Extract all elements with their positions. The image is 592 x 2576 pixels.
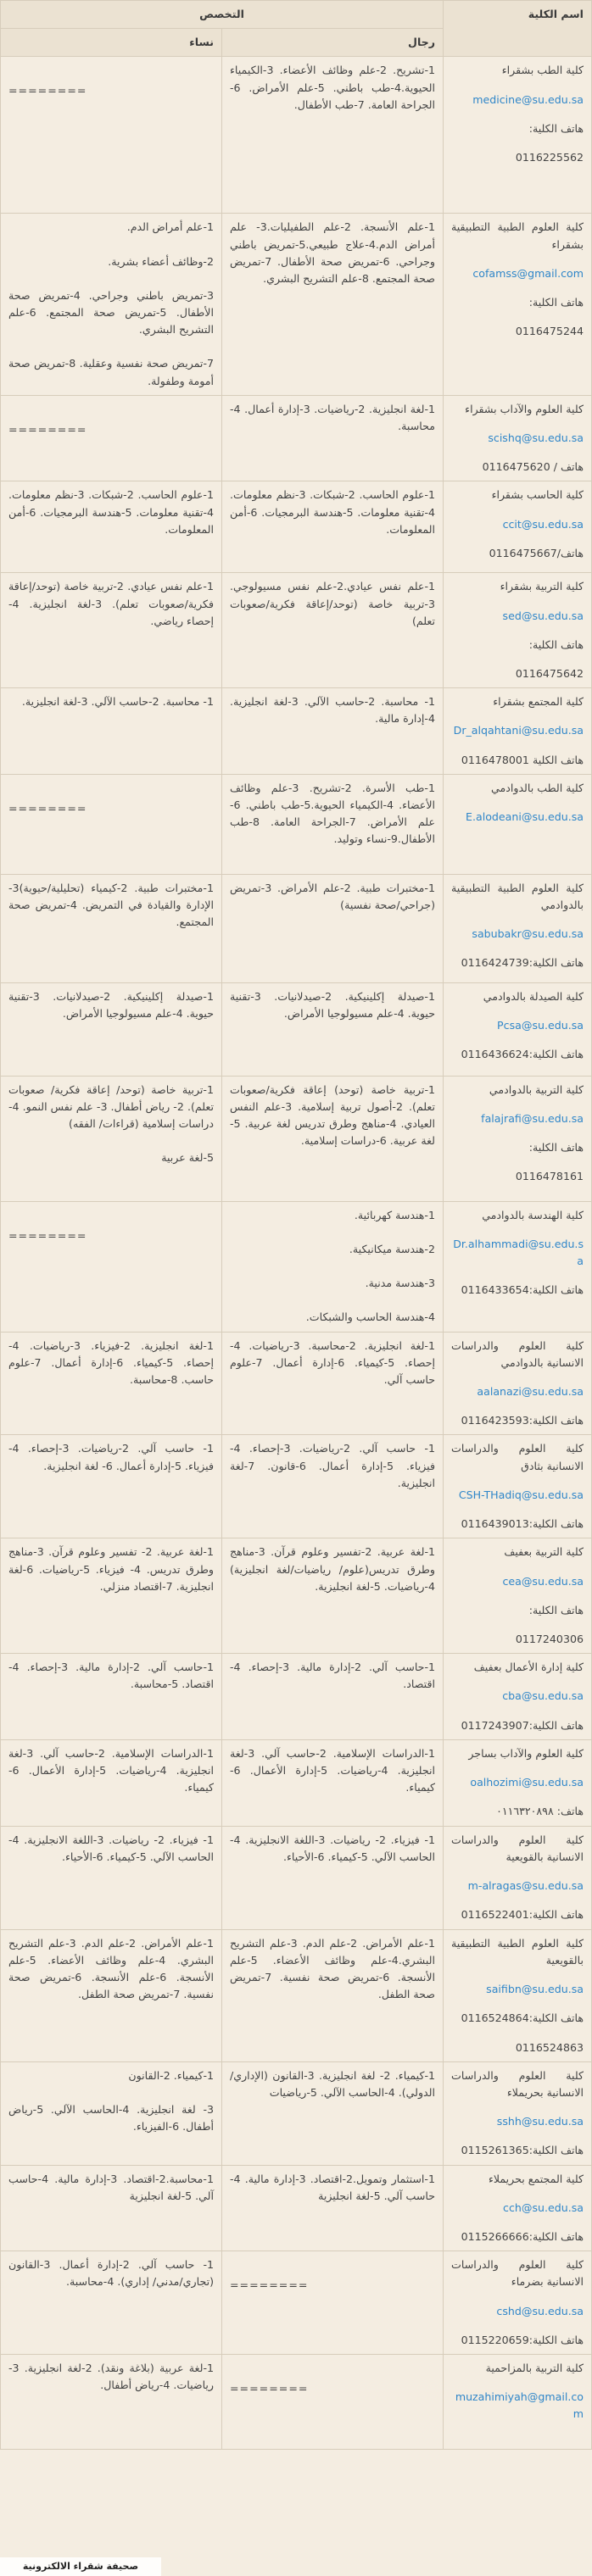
major-list: 1-تشريح. 2-علم وظائف الأعضاء. 3-الكيمياء الحيوية.4-طب باطني. 5-علم الأمراض. 6-الجراحة العامة. 7-طب الأطفال. — [230, 64, 436, 111]
college-phone-label: هاتف الكلية:0115220659 — [461, 2333, 584, 2346]
college-phone-number: 0117240306 — [515, 1632, 584, 1645]
major-list: 1- محاسبة. 2-حاسب الآلي. 3-لغة انجليزية. — [21, 695, 214, 709]
women-majors-cell — [1, 1435, 222, 1538]
college-phone-label: هاتف الكلية 0116478001 — [461, 753, 584, 766]
college-email-link[interactable]: falajrafi@su.edu.sa — [481, 1112, 584, 1126]
men-majors-cell — [222, 1076, 444, 1201]
college-email-link[interactable]: Dr.alhammadi@su.edu.sa — [453, 1238, 584, 1268]
college-phone-label: هاتف: ٠١١٦٣٢٠٨٩٨ — [496, 1805, 584, 1818]
major-list: 1-علم أمراض الدم. — [126, 220, 214, 234]
men-majors-cell — [222, 1435, 444, 1538]
table-row — [1, 874, 592, 982]
table-row — [1, 1654, 592, 1740]
table-row — [1, 2165, 592, 2251]
major-list: 5-لغة عربية — [161, 1151, 214, 1165]
table-row — [1, 481, 592, 573]
college-cell — [444, 395, 592, 481]
major-list: 1-حاسب آلي. 2-إدارة مالية. 3-إحصاء. 4-اقتصاد. 5-محاسبة. — [8, 1661, 215, 1691]
college-cell — [444, 982, 592, 1076]
major-list: 1- حاسب آلي. 2-رياضيات. 3-إحصاء. 4- فيزياء. 5-إدارة أعمال. 6- لغة انجليزية. — [8, 1442, 214, 1472]
major-list: 1-لغة عربية. 2- تفسير وعلوم قرآن. 3-مناهج وطرق تدريس. 4- فيزياء. 5-رياضيات. 6-لغة انجليزية. 7-اقتصاد منزلي. — [8, 1545, 214, 1593]
major-list: 1-علوم الحاسب. 2-شبكات. 3-نظم معلومات. 4-تقنية معلومات. 5-هندسة البرمجيات. 6-أمن المعلومات. — [230, 488, 435, 536]
table-row — [1, 1538, 592, 1654]
major-list: 2-هندسة ميكانيكية. — [349, 1243, 435, 1256]
college-phone-number: 0116478161 — [515, 1170, 584, 1183]
men-majors-cell — [222, 57, 444, 214]
college-cell — [444, 1201, 592, 1332]
college-phone-label: هاتف الكلية:0117243907 — [461, 1718, 584, 1732]
college-phone-label: هاتف / 0116475620 — [482, 460, 584, 474]
college-email-link[interactable]: Dr_alqahtani@su.edu.sa — [453, 724, 584, 737]
college-name: كلية العلوم والآداب بساجر — [468, 1746, 584, 1760]
table-row — [1, 1929, 592, 2061]
major-list: 1-علم الأمراض. 2-علم الدم. 3-علم التشريح البشري. 4-علم وظائف الأعضاء. 5-علم الأنسجة. 6-علم الأنسجة. 6-تمريض صحة نفسية. 7-تمريض صحة الطفل. — [8, 1936, 215, 2001]
table-row — [1, 1201, 592, 1332]
major-list: 1-صيدلة إكلينيكية. 2-صيدلانيات. 3-تقنية حيوية. 4-علم مسيولوجيا الأمراض. — [230, 989, 435, 1021]
college-email-link[interactable]: cba@su.edu.sa — [502, 1689, 584, 1703]
college-email-link[interactable]: m-alragas@su.edu.sa — [467, 1879, 584, 1893]
table-row — [1, 1739, 592, 1826]
women-majors-cell — [1, 774, 222, 874]
college-phone-label: هاتف الكلية:0115261365 — [461, 2144, 584, 2157]
women-majors-cell — [1, 1538, 222, 1654]
table-row — [1, 982, 592, 1076]
college-email-link[interactable]: medicine@su.edu.sa — [472, 92, 584, 106]
men-majors-cell — [222, 982, 444, 1076]
women-majors-cell — [1, 1739, 222, 1826]
men-majors-cell — [222, 1201, 444, 1332]
women-majors-cell — [1, 1654, 222, 1740]
college-cell — [444, 688, 592, 775]
college-name: كلية المجتمع بشقراء — [493, 695, 584, 709]
college-name: كلية الحاسب بشقراء — [491, 488, 584, 502]
college-name: كلية العلوم والدراسات الانسانية بحريملاء — [451, 2068, 584, 2099]
college-cell — [444, 2251, 592, 2355]
major-list: 1-علم الأمراض. 2-علم الدم. 3-علم التشريح البشري.4-علم وظائف الأعضاء. 5-علم الأنسجة. 6-تمريض صحة نفسية. 7-تمريض صحة الطفل. — [230, 1936, 436, 2001]
women-majors-cell — [1, 2061, 222, 2165]
major-list: 2-وظائف أعضاء بشرية. — [108, 254, 214, 268]
table-row — [1, 1076, 592, 1201]
college-name: كلية الطب بشقراء — [501, 64, 584, 77]
table-row — [1, 573, 592, 688]
college-email-link[interactable]: scishq@su.edu.sa — [488, 431, 584, 445]
college-phone-label: هاتف الكلية: — [528, 121, 584, 135]
men-majors-cell — [222, 1332, 444, 1435]
women-majors-cell — [1, 214, 222, 395]
women-majors-cell — [1, 573, 222, 688]
women-majors-cell — [1, 395, 222, 481]
college-name: كلية العلوم الطبية التطبيقية بالدوادمي — [451, 881, 584, 912]
major-list: 1- فيزياء. 2- رياضيات. 3-اللغة الانجليزية. 4-الحاسب الآلي. 5-كيمياء. 6-الأحياء. — [8, 1833, 214, 1863]
major-list: 1-مختبرات طبية. 2-علم الأمراض. 3-تمريض (جراحي/صحة نفسية) — [230, 881, 435, 912]
college-cell — [444, 57, 592, 214]
men-majors-cell — [222, 573, 444, 688]
men-majors-cell — [222, 2061, 444, 2165]
major-list: 1-لغة انجليزية. 2-رياضيات. 3-إدارة أعمال. 4-محاسبة. — [230, 402, 436, 433]
college-cell — [444, 2061, 592, 2165]
college-name: كلية العلوم الطبية التطبيقية بشقراء — [451, 220, 584, 251]
major-list: 1-لغة عربية. 2-تفسير وعلوم قرآن. 3-مناهج وطرق تدريس(علوم/ رياضيات/لغة انجليزية) 4-رياضيات. 5-لغة انجليزية. — [230, 1545, 436, 1593]
college-email-link[interactable]: ccit@su.edu.sa — [502, 517, 584, 531]
major-list: 1-لغة انجليزية. 2-فيزياء. 3-رياضيات. 4-إحصاء. 5-كيمياء. 6-إدارة أعمال. 7-علوم حاسب. 8-محاسبة. — [8, 1338, 214, 1387]
college-email-link[interactable]: cofamss@gmail.com — [472, 266, 584, 280]
not-available-marker: ======== — [230, 2278, 309, 2292]
college-phone-number: 0116524863 — [515, 2040, 584, 2054]
college-cell — [444, 1435, 592, 1538]
college-email-link[interactable]: saifibn@su.edu.sa — [486, 1983, 584, 1996]
college-email-link[interactable]: cea@su.edu.sa — [502, 1574, 584, 1588]
header-row-1 — [1, 1, 592, 29]
table-row — [1, 1332, 592, 1435]
major-list: 1-هندسة كهربائية. — [354, 1208, 435, 1221]
college-name: كلية العلوم والدراسات الانسانية بالقويعية — [451, 1833, 584, 1863]
college-phone-label: هاتف الكلية:0115266666 — [461, 2229, 584, 2243]
not-available-marker: ======== — [8, 801, 87, 815]
table-row — [1, 688, 592, 775]
college-phone-label: هاتف الكلية:0116423593 — [461, 1414, 584, 1427]
men-majors-cell — [222, 2165, 444, 2251]
men-header: رجال — [222, 29, 444, 57]
college-email-link[interactable]: aalanazi@su.edu.sa — [477, 1385, 584, 1399]
women-majors-cell — [1, 1076, 222, 1201]
college-phone-number: 0116475244 — [515, 325, 584, 338]
major-header: التخصص — [1, 1, 444, 29]
college-phone-label: هاتف الكلية:0116439013 — [461, 1517, 584, 1531]
major-list: 1- حاسب آلي. 2-إدارة أعمال. 3-القانون (تجاري/مدني/ إداري). 4-محاسبة. — [8, 2258, 214, 2289]
college-name: كلية العلوم والدراسات الانسانية بالدوادمي — [451, 1338, 584, 1369]
college-cell — [444, 573, 592, 688]
major-list: 1-استثمار وتمويل.2-اقتصاد. 3-إدارة مالية. 4-حاسب آلي. 5-لغة انجليزية — [230, 2172, 435, 2202]
college-phone-label: هاتف الكلية:0116436624 — [461, 1048, 584, 1061]
college-phone-label: هاتف الكلية: — [528, 1603, 584, 1616]
college-phone-label: هاتف الكلية:0116524864 — [461, 2011, 584, 2025]
table-row — [1, 1435, 592, 1538]
major-list: 1- فيزياء. 2- رياضيات. 3-اللغة الانجليزية. 4-الحاسب الآلي. 5-كيمياء. 6-الأحياء. — [230, 1833, 435, 1863]
not-available-marker: ======== — [8, 422, 87, 436]
college-cell — [444, 774, 592, 874]
table-row — [1, 395, 592, 481]
major-list: 7-تمريض صحة نفسية وعقلية. 8-تمريض صحة أمومة وطفولة. — [8, 357, 215, 387]
college-name: كلية التربية بالمزاحمية — [485, 2361, 584, 2374]
major-list: 3-تمريض باطني وجراحي. 4-تمريض صحة الأطفال. 5-تمريض صحة المجتمع. 6-علم التشريح البشري. — [8, 288, 214, 337]
women-majors-cell — [1, 1332, 222, 1435]
men-majors-cell — [222, 1739, 444, 1826]
college-email-link[interactable]: oalhozimi@su.edu.sa — [470, 1775, 584, 1789]
major-list: 1- محاسبة. 2-حاسب الآلي. 3-لغة انجليزية. 4-إدارة مالية. — [230, 695, 435, 726]
major-list: 1-تربية خاصة (توحد/ إعاقة فكرية/ صعوبات تعلم). 2- رياض أطفال. 3- علم نفس النمو. 4-دراسات إسلامية (قراءات/ الفقه) — [8, 1082, 214, 1131]
college-name: كلية العلوم والآداب بشقراء — [465, 402, 584, 415]
major-list: 1-علم نفس عيادي.2-علم نفس مسيولوجي. 3-تربية خاصة (توحد/إعاقة فكرية/صعوبات تعلم) — [230, 580, 436, 627]
not-available-marker: ======== — [8, 1228, 87, 1242]
college-cell — [444, 2354, 592, 2449]
college-name: كلية العلوم والدراسات الانسانية بثادق — [451, 1442, 584, 1472]
not-available-marker: ======== — [8, 84, 87, 97]
table-row — [1, 2061, 592, 2165]
women-majors-cell — [1, 1826, 222, 1929]
college-phone-label: هاتف الكلية:0116424739 — [461, 956, 584, 970]
men-majors-cell — [222, 481, 444, 573]
table-row — [1, 2251, 592, 2355]
women-majors-cell — [1, 874, 222, 982]
major-list: 1-لغة انجليزية. 2-محاسبة. 3-رياضيات. 4-إحصاء. 5-كيمياء. 6-إدارة أعمال. 7-علوم حاسب آلي. — [230, 1338, 435, 1387]
women-majors-cell — [1, 2354, 222, 2449]
women-majors-cell — [1, 982, 222, 1076]
women-majors-cell — [1, 1929, 222, 2061]
women-majors-cell — [1, 688, 222, 775]
college-cell — [444, 1826, 592, 1929]
table-row — [1, 57, 592, 214]
college-email-link[interactable]: E.alodeani@su.edu.sa — [466, 810, 584, 824]
men-majors-cell — [222, 2251, 444, 2355]
college-cell — [444, 2165, 592, 2251]
college-phone-number: 0116225562 — [515, 151, 584, 164]
college-cell — [444, 214, 592, 395]
college-cell — [444, 481, 592, 573]
major-list: 4-هندسة الحاسب والشبكات. — [305, 1310, 435, 1324]
college-cell — [444, 1332, 592, 1435]
college-name: كلية الطب بالدوادمي — [491, 781, 584, 794]
major-list: 1- حاسب آلي. 2-رياضيات. 3-إحصاء. 4- فيزياء. 5-إدارة أعمال. 6-قانون. 7-لغة انجليزية. — [230, 1442, 435, 1489]
college-email-link[interactable]: cch@su.edu.sa — [503, 2200, 584, 2214]
men-majors-cell — [222, 688, 444, 775]
men-majors-cell — [222, 1826, 444, 1929]
men-majors-cell — [222, 1929, 444, 2061]
college-email-link[interactable]: sed@su.edu.sa — [502, 609, 584, 622]
major-list: 1-كيمياء. 2- لغة انجليزية. 3-القانون (الإداري/ الدولي). 4-الحاسب الآلي. 5-رياضيات — [230, 2068, 436, 2099]
college-cell — [444, 1654, 592, 1740]
college-email-link[interactable]: Pcsa@su.edu.sa — [497, 1019, 584, 1032]
college-name: كلية العلوم الطبية التطبيقية بالقويعية — [451, 1936, 584, 1967]
women-majors-cell — [1, 1201, 222, 1332]
major-list: 1-علوم الحاسب. 2-شبكات. 3-نظم معلومات. 4-تقنية معلومات. 5-هندسة البرمجيات. 6-أمن المعلومات. — [8, 488, 214, 536]
major-list: 1-كيمياء. 2-القانون — [128, 2068, 214, 2082]
college-phone-label: هاتف الكلية: — [528, 296, 584, 309]
college-phone-number: 0116475642 — [515, 667, 584, 681]
college-phone-label: هاتف الكلية: — [528, 637, 584, 651]
major-list: 1-لغة عربية (بلاغة ونقد). 2-لغة انجليزية. 3-رياضيات. 4-رياض أطفال. — [8, 2361, 215, 2392]
newspaper-watermark: صحيفة شقراء الالكترونية — [0, 2557, 161, 2576]
major-list: 1-الدراسات الإسلامية. 2-حاسب آلي. 3-لغة انجليزية. 4-رياضيات. 5-إدارة الأعمال. 6-كيمياء. — [230, 1746, 435, 1794]
major-list: 1-طب الأسرة. 2-تشريح. 3-علم وظائف الأعضاء. 4-الكيمياء الحيوية.5-طب باطني. 6-علم الأمراض. 7-الجراحة العامة. 8-طب الأطفال.9-نساء وتوليد. — [230, 781, 435, 846]
men-majors-cell — [222, 214, 444, 395]
college-email-link[interactable]: sabubakr@su.edu.sa — [472, 927, 584, 941]
women-majors-cell — [1, 2165, 222, 2251]
college-email-link[interactable]: sshh@su.edu.sa — [496, 2115, 584, 2128]
college-name: كلية المجتمع بحريملاء — [488, 2172, 584, 2185]
college-name: كلية التربية بشقراء — [500, 580, 584, 593]
college-name: كلية التربية بعفيف — [504, 1545, 584, 1559]
men-majors-cell — [222, 395, 444, 481]
men-majors-cell — [222, 2354, 444, 2449]
women-majors-cell — [1, 57, 222, 214]
college-cell — [444, 1538, 592, 1654]
table-row — [1, 2354, 592, 2449]
women-majors-cell — [1, 481, 222, 573]
men-majors-cell — [222, 774, 444, 874]
college-email-link[interactable]: muzahimiyah@gmail.com — [455, 2390, 584, 2421]
major-list: 3- لغة انجليزية. 4-الحاسب الآلي. 5-رياض أطفال. 6-الفيزياء. — [8, 2102, 215, 2134]
college-email-link[interactable]: CSH-THadiq@su.edu.sa — [458, 1488, 584, 1501]
men-majors-cell — [222, 874, 444, 982]
major-list: 1-الدراسات الإسلامية. 2-حاسب آلي. 3-لغة انجليزية. 4-رياضيات. 5-إدارة الأعمال. 6-كيمياء. — [8, 1746, 214, 1794]
college-cell — [444, 1076, 592, 1201]
table-row — [1, 774, 592, 874]
college-name: كلية الهندسة بالدوادمي — [482, 1208, 584, 1221]
table-row — [1, 1826, 592, 1929]
college-email-link[interactable]: cshd@su.edu.sa — [496, 2304, 584, 2317]
major-list: 3-هندسة مدنية. — [365, 1277, 435, 1290]
college-phone-label: هاتف الكلية:0116522401 — [461, 1908, 584, 1922]
college-phone-label: هاتف الكلية:0116433654 — [461, 1283, 584, 1297]
college-cell — [444, 1929, 592, 2061]
college-cell — [444, 874, 592, 982]
women-header: نساء — [1, 29, 222, 57]
major-list: 1-علم الأنسجة. 2-علم الطفيليات.3- علم أمراض الدم.4-علاج طبيعي.5-تمريض باطني وجراحي. 6-تمريض صحة الأطفال. 7-تمريض صحة المجتمع. 8-علم التشريح البشري. — [230, 220, 435, 286]
college-name: كلية إدارة الأعمال بعفيف — [473, 1661, 584, 1674]
women-majors-cell — [1, 2251, 222, 2355]
major-list: 1-حاسب آلي. 2-إدارة مالية. 3-إحصاء. 4-اقتصاد. — [230, 1661, 436, 1691]
major-list: 1-علم نفس عيادي. 2-تربية خاصة (توحد/إعاقة فكرية/صعوبات تعلم). 3-لغة انجليزية. 4-إحصاء رياضي. — [8, 580, 214, 627]
college-name: كلية الصيدلة بالدوادمي — [483, 989, 584, 1003]
major-list: 1-صيدلة إكلينيكية. 2-صيدلانيات. 3-تقنية حيوية. 4-علم مسيولوجيا الأمراض. — [8, 989, 214, 1021]
major-list: 1-مختبرات طبية. 2-كيمياء (تحليلية/حيوية)3- الإدارة والقيادة في التمريض. 4-تمريض صحة المجتمع. — [8, 881, 214, 929]
college-name: كلية التربية بالدوادمي — [489, 1082, 584, 1096]
men-majors-cell — [222, 1538, 444, 1654]
major-list: 1-محاسبة.2-اقتصاد. 3-إدارة مالية. 4-حاسب آلي. 5-لغة انجليزية — [8, 2172, 214, 2202]
men-majors-cell — [222, 1654, 444, 1740]
college-phone-label: هاتف الكلية: — [528, 1141, 584, 1154]
college-name-header: اسم الكلية — [444, 1, 592, 57]
college-name: كلية العلوم والدراسات الانسانية بضرماء — [451, 2258, 584, 2289]
college-phone-label: هاتف/0116475667 — [489, 546, 584, 559]
major-list: 1-تربية خاصة (توحد) إعاقة فكرية/صعوبات تعلم). 2-أصول تربية إسلامية. 3-علم النفس العيادي. 4-مناهج وطرق تدريس لغة عربية. 5-لغة عربية. 6-دراسات إسلامية. — [230, 1082, 435, 1148]
not-available-marker: ======== — [230, 2381, 309, 2395]
college-cell — [444, 1739, 592, 1826]
table-row — [1, 214, 592, 395]
